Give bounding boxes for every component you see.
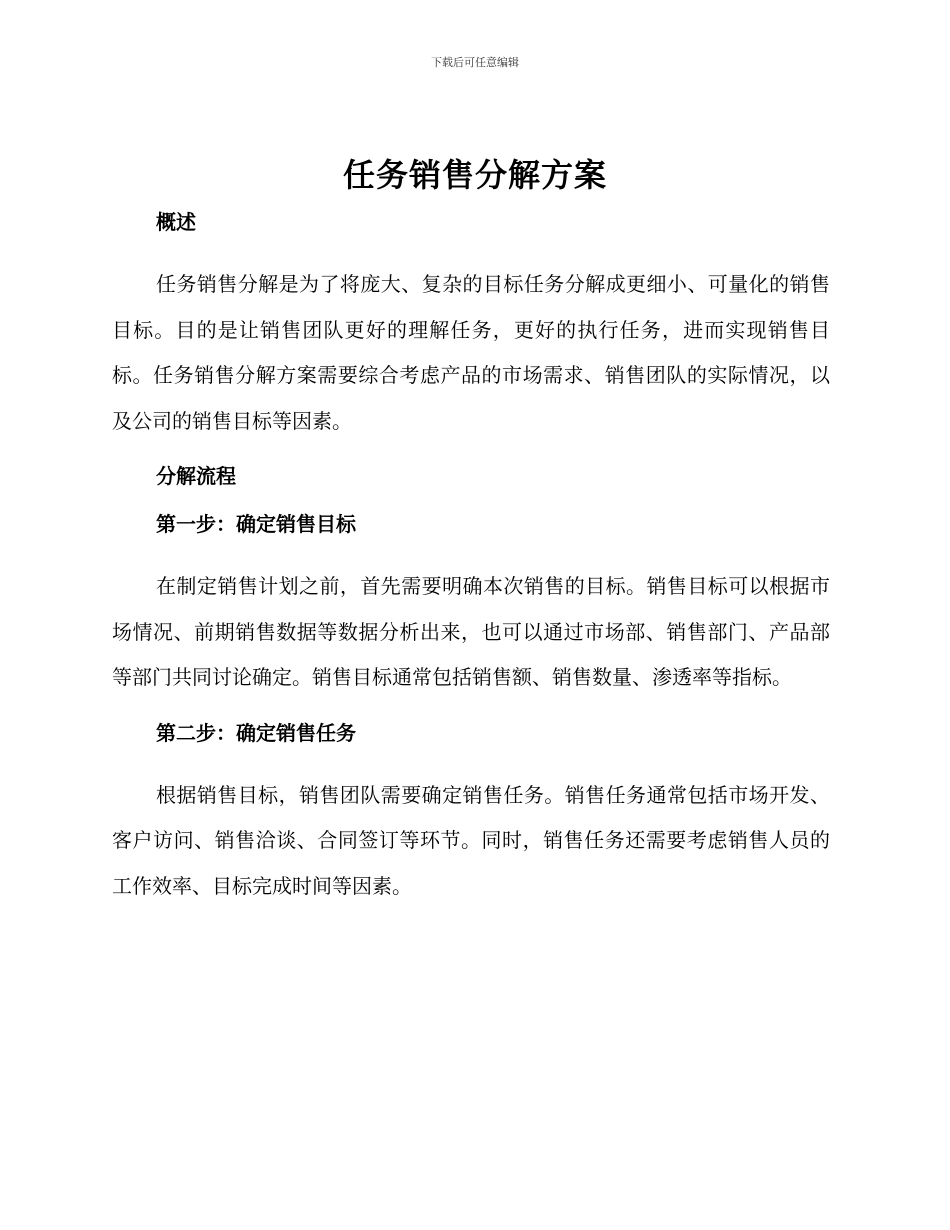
step2-paragraph: 根据销售目标，销售团队需要确定销售任务。销售任务通常包括市场开发、客户访问、销售洽谈、合同签订等环节。同时，销售任务还需要考虑销售人员的工作效率、目标完成时间等因素。 [112,782,830,898]
overview-paragraph: 任务销售分解是为了将庞大、复杂的目标任务分解成更细小、可量化的销售目标。目的是让销售团队更好的理解任务，更好的执行任务，进而实现销售目标。任务销售分解方案需要综合考虑产品的市场需求、销售团队的实际情况，以及公司的销售目标等因素。 [112,272,830,433]
document-body [112,206,830,909]
overview-heading: 概述 [156,210,196,234]
process-heading: 分解流程 [156,464,236,488]
step1-heading: 第一步：确定销售目标 [156,512,356,536]
step1-paragraph: 在制定销售计划之前，首先需要明确本次销售的目标。销售目标可以根据市场情况、前期销售数据等数据分析出来，也可以通过市场部、销售部门、产品部等部门共同讨论确定。销售目标通常包括销售额、销售数量、渗透率等指标。 [112,574,830,689]
document-title: 任务销售分解方案 [342,156,607,194]
page-header-note: 下载后可任意编辑 [431,56,519,69]
step2-heading: 第二步：确定销售任务 [156,720,356,745]
